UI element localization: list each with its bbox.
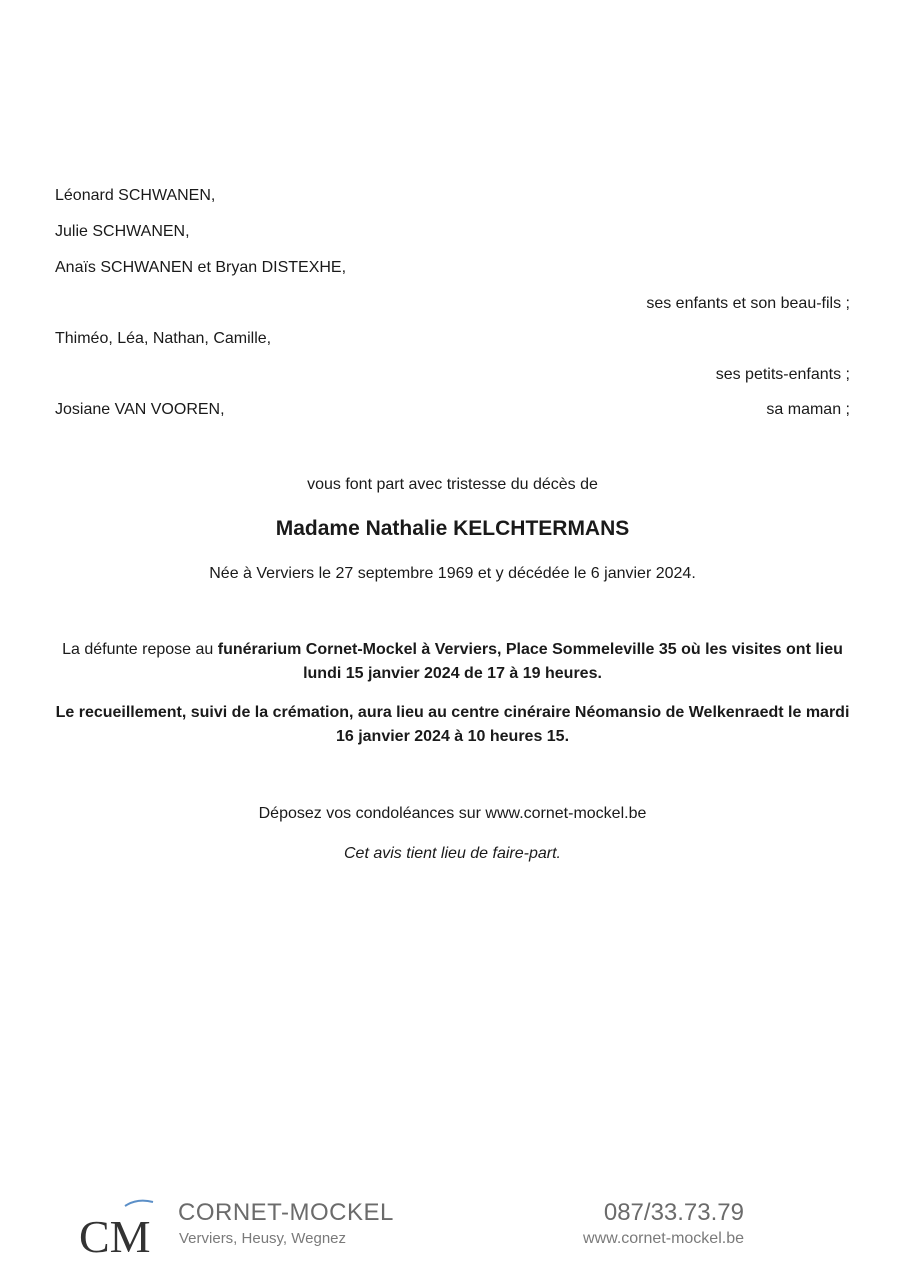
deceased-name: Madame Nathalie KELCHTERMANS [275,517,630,540]
relation-children: ses enfants et son beau-fils ; [646,295,850,312]
logo-letters: CM [79,1211,151,1262]
company-phone: 087/33.73.79 [603,1199,744,1226]
company-name: CORNET-MOCKEL [178,1199,394,1226]
repose-location: funérarium Cornet-Mockel à Verviers, Place Sommeleville 35 où les visites ont lieu lundi 15 janvier 2024 de 17 à 19 heures. [217,641,843,682]
family-member-leonard: Léonard SCHWANEN, [55,187,216,204]
family-member-josiane: Josiane VAN VOOREN, [55,401,225,418]
repose-prefix: La défunte repose au [62,641,218,658]
repose-paragraph [55,638,850,686]
company-locations: Verviers, Heusy, Wegnez [179,1230,347,1247]
ceremony-paragraph: Le recueillement, suivi de la crémation, aura lieu au centre cinéraire Néomansio de Welkenraedt le mardi 16 janvier 2024 à 10 heures 15. [55,704,850,745]
announcement-intro: vous font part avec tristesse du décès de [307,476,598,493]
condolences-line: Déposez vos condoléances sur www.cornet-mockel.be [258,805,647,822]
birth-death-dates: Née à Verviers le 27 septembre 1969 et y décédée le 6 janvier 2024. [209,565,696,582]
family-member-julie: Julie SCHWANEN, [55,223,190,240]
relation-mother: sa maman ; [766,401,850,418]
company-website: www.cornet-mockel.be [583,1230,744,1247]
family-grandchildren: Thiméo, Léa, Nathan, Camille, [55,330,272,347]
faire-part-note: Cet avis tient lieu de faire-part. [344,845,561,862]
relation-grandchildren: ses petits-enfants ; [715,366,850,383]
cornet-mockel-logo [77,1196,159,1266]
family-member-anais-bryan: Anaïs SCHWANEN et Bryan DISTEXHE, [55,259,347,276]
